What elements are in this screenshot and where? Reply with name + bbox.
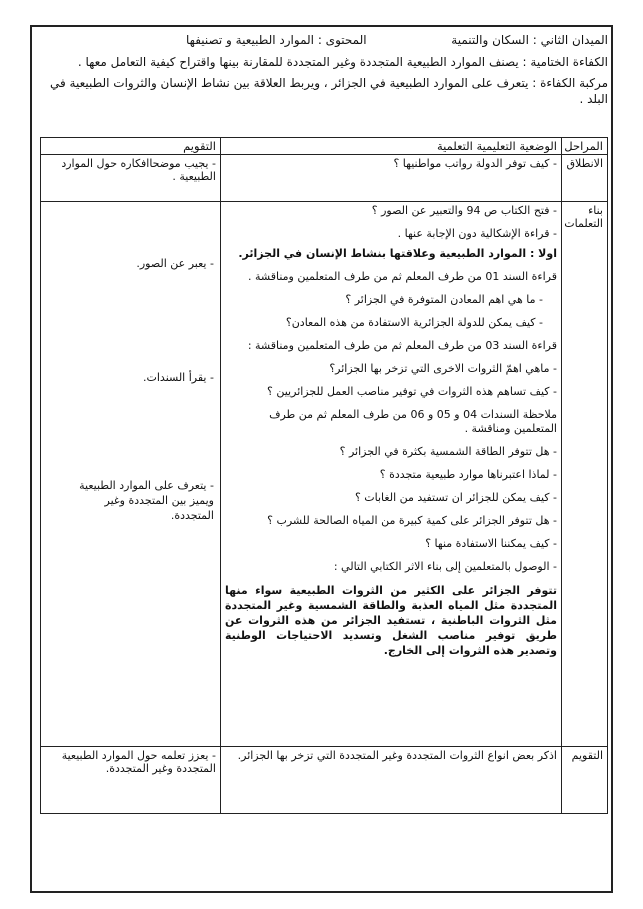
lesson-header — [36, 32, 608, 112]
content-label: المحتوى : الموارد الطبيعية و تصنيفها — [186, 33, 367, 47]
header-stages: المراحل — [561, 138, 607, 155]
stage-build: بناء التعلمات — [561, 202, 607, 747]
evaluation-start: - يجيب موضحاافكاره حول الموارد الطبيعية . — [41, 155, 221, 202]
evaluation-item: - يعبر عن الصور. — [136, 257, 214, 270]
table-header-row — [41, 138, 608, 155]
build-line: - قراءة الإشكالية دون الإجابة عنها . — [397, 227, 557, 240]
build-line: - لماذا اعتبرناها موارد طبيعية متجددة ؟ — [379, 468, 557, 481]
build-line: قراءة السند 03 من طرف المعلم ثم من طرف المتعلمين ومناقشة : — [247, 339, 557, 352]
build-line: - ماهي اهمّ الثروات الاخرى التي تزخر بها الجزائر؟ — [329, 362, 557, 375]
evaluation-item: - يتعرف على الموارد الطبيعية ويميز بين المتجددة وغير المتجددة. — [79, 479, 214, 522]
evaluation-item: - يقرأ السندات. — [143, 371, 214, 384]
build-line: - الوصول بالمتعلمين إلى بناء الاثر الكتابي التالي : — [333, 560, 557, 573]
table-row — [41, 202, 608, 747]
situation-start: - كيف توفر الدولة رواتب مواطنيها ؟ — [220, 155, 561, 202]
build-line: - كيف يمكن للجزائر ان تستفيد من الغابات ؟ — [354, 491, 557, 504]
stage-start: الانطلاق — [561, 155, 607, 202]
final-competence: الكفاءة الختامية : يصنف الموارد الطبيعية المتجددة وغير المتجددة للمقارنة بينها واقتراح كيفية التعامل معها . — [77, 55, 608, 69]
situation-final: اذكر بعض انواع الثروات المتجددة وغير المتجددة التي تزخر بها الجزائر. — [220, 747, 561, 814]
build-line: - كيف تساهم هذه الثروات في توفير مناصب العمل للجزائريين ؟ — [267, 385, 557, 398]
lesson-table — [40, 137, 608, 814]
build-line: - ما هي اهم المعادن المتوفرة في الجزائر ؟ — [345, 293, 543, 306]
stage-final: التقويم — [561, 747, 607, 814]
situation-build — [220, 202, 561, 747]
evaluation-final: - يعزز تعلمه حول الموارد الطبيعية المتجددة وغير المتجددة. — [41, 747, 221, 814]
build-line: قراءة السند 01 من طرف المعلم ثم من طرف المتعلمين ومناقشة . — [248, 270, 557, 283]
build-line: - كيف يمكننا الاستفادة منها ؟ — [425, 537, 557, 550]
table-row — [41, 747, 608, 814]
build-line: - هل تتوفر الجزائر على كمية كبيرة من المياه الصالحة للشرب ؟ — [267, 514, 557, 527]
evaluation-build — [41, 202, 221, 747]
domain-label: الميدان الثاني : السكان والتنمية — [451, 33, 608, 47]
build-line: ملاحظة السندات 04 و 05 و 06 من طرف المعلم ثم من طرف المتعلمين ومناقشة . — [269, 408, 557, 435]
competence-component: مركبة الكفاءة : يتعرف على الموارد الطبيعية في الجزائر ، ويربط العلاقة بين نشاط الإنسان والثروات الطبيعية في البلد . — [50, 76, 608, 106]
header-situation: الوضعية التعليمية التعلمية — [220, 138, 561, 155]
build-line: - فتح الكتاب ص 94 والتعبير عن الصور ؟ — [371, 204, 557, 217]
table-row — [41, 155, 608, 202]
build-heading: اولا : الموارد الطبيعية وعلاقتها بنشاط الإنسان في الجزائر. — [238, 247, 557, 260]
written-trace: تتوفر الجزائر على الكثير من الثروات الطبيعية سواء منها المتجددة مثل المياه العذبة والطاقة الشمسية وغير المتجددة مثل الثروات الباطنية ، تستفيد الجزائر من هذه الثروات عن طريق توفير مناصب الشغل وتسديد الاحتياجات الوطنية وتصدير هذه الثروات إلى الخارج. — [224, 584, 557, 657]
build-line: - هل تتوفر الطاقة الشمسية بكثرة في الجزائر ؟ — [339, 445, 557, 458]
build-line: - كيف يمكن للدولة الجزائرية الاستفادة من هذه المعادن؟ — [285, 316, 543, 329]
header-evaluation: التقويم — [41, 138, 221, 155]
